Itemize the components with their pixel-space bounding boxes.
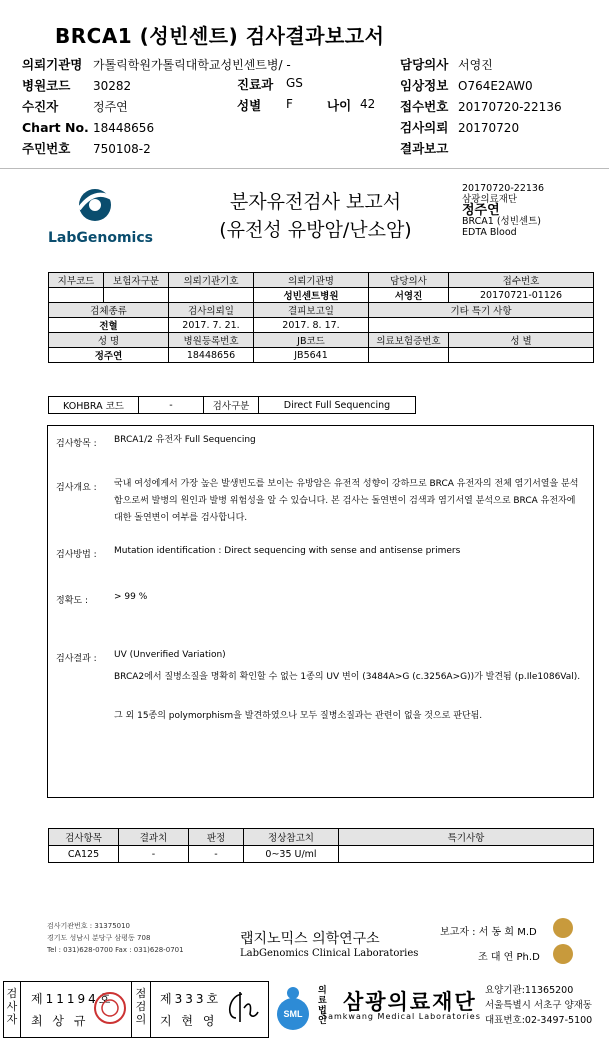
table-cell: JB코드 [254,333,369,348]
table-cell: CA125 [49,846,119,863]
report-heading-line2: (유전성 유방암/난소암) [219,219,412,241]
org-name-en: Samkwang Medical Laboratories [322,1012,481,1021]
sample-org: 삼광의료재단 [462,194,518,205]
table-cell: Direct Full Sequencing [259,397,416,414]
lab-phone: Tel : 031)628-0700 Fax : 031)628-0701 [47,946,184,954]
value-department: GS [286,76,303,90]
patient-info-table [48,272,594,363]
label-chart-no: Chart No. [22,120,89,135]
logo-text: LabGenomics [48,230,153,246]
table-cell: 20170721-01126 [449,288,594,303]
signature-icon [222,988,262,1026]
table-cell: 판정 [189,829,244,846]
org-prefix: 의료법인 [318,986,327,1026]
value-patient: 정주연 [93,100,128,114]
method-text: Mutation identification : Direct sequencing with sense and antisense primers [114,546,461,556]
value-doctor: 서영진 [458,58,493,72]
table-cell: 2017. 7. 21. [169,318,254,333]
value-institution: 가톨릭학원가톨릭대학교성빈센트병/ - [93,58,291,72]
value-chart-no: 18448656 [93,121,155,135]
table-cell: KOHBRA 코드 [49,397,139,414]
table-cell: 성 별 [449,333,594,348]
table-row [49,397,416,414]
table-cell: 검사의뢰일 [169,303,254,318]
table-cell: 결피보고일 [254,303,369,318]
lab-footer-info [47,920,184,956]
test-item-label: 검사항목 : [56,439,97,449]
value-hospital-code: 30282 [93,79,132,93]
table-cell: - [119,846,189,863]
lab-address: 경기도 성남시 분당구 삼평동 708 [47,934,151,942]
result-line2: BRCA2에서 질병소질을 명확히 확인할 수 없는 1종의 UV 변이 (3484A>G (c.3256A>G))가 발견됨 (p.Ile1086Val). [114,672,581,682]
method-label: 검사방법 : [56,550,97,560]
sample-label [462,183,544,238]
inspector-number: 제11194호 [31,992,114,1006]
checker-label: 점검의 [135,987,147,1026]
table-cell [449,348,594,363]
seal-icon [553,944,573,968]
reporter-2: 조 대 연 Ph.D [478,952,540,963]
inspector-name: 최 상 규 [31,1014,89,1028]
lab-id: 검사기관번호 : 31375010 [47,922,131,930]
label-receipt-no: 접수번호 [400,99,449,114]
left-labels [22,54,89,159]
value-sex: F [286,97,293,111]
org-name: 삼광의료재단 [343,990,477,1014]
table-row [49,288,594,303]
table-row [49,348,594,363]
label-doctor: 담당의사 [400,57,449,72]
org-info [485,983,592,1028]
table-cell: 의뢰기관기호 [169,273,254,288]
table-row [49,846,594,863]
label-resident-no: 주민번호 [22,141,71,156]
table-cell: 2017. 8. 17. [254,318,369,333]
table-cell: 보험자구분 [104,273,169,288]
report-heading-line1: 분자유전검사 보고서 [229,191,402,213]
value-request-date: 20170720 [458,121,520,135]
label-age: 나이 [327,98,352,113]
report-heading [188,188,443,244]
sample-id: 20170720-22136 [462,183,545,194]
table-cell: 검사구분 [204,397,259,414]
table-cell [339,846,594,863]
accuracy-text: > 99 % [114,592,148,602]
table-row [49,303,594,318]
org-tel: 대표번호:02-3497-5100 [485,1015,593,1026]
table-cell: 정상참고치 [244,829,339,846]
table-cell: 전혈 [49,318,169,333]
value-clinical-info: O764E2AW0 [458,79,533,93]
summary-label: 검사개요 : [56,483,97,493]
table-row [49,318,594,333]
org-code: 요양기관:11365200 [485,985,574,996]
label-institution: 의뢰기관명 [22,57,83,72]
table-cell: 성 명 [49,333,169,348]
ca125-table [48,828,594,863]
reporter-1: 보고자 : 서 동 희 M.D [440,927,537,938]
table-cell: 기타 특기 사항 [369,303,594,318]
table-cell: 성빈센트병원 [254,288,369,303]
value-resident-no: 750108-2 [93,142,151,156]
label-patient: 수진자 [22,99,59,114]
table-cell: 접수번호 [449,273,594,288]
table-cell: 정주연 [49,348,169,363]
table-cell: 담당의사 [369,273,449,288]
label-request-date: 검사의뢰 [400,120,449,135]
table-cell: 0~35 U/ml [244,846,339,863]
table-cell [369,348,449,363]
label-sex: 성별 [237,98,262,113]
table-cell: 의료보험증번호 [369,333,449,348]
org-address: 서울특별시 서초구 양재동 [485,1000,592,1011]
accuracy-label: 정확도 : [56,596,88,606]
result-line1: UV (Unverified Variation) [114,650,226,660]
label-result-report: 결과보고 [400,141,449,156]
sample-name: 정주연 [462,203,500,218]
table-cell: - [189,846,244,863]
stamp-icon [92,990,128,1026]
value-age: 42 [360,97,376,111]
sample-type: EDTA Blood [462,227,517,238]
kohbra-table [48,396,416,414]
table-row [49,829,594,846]
right-labels [400,54,448,159]
lab-name-kr: 랩지노믹스 의학연구소 [240,931,380,947]
table-cell: 검체종류 [49,303,169,318]
report-title: BRCA1 (성빈센트) 검사결과보고서 [55,24,385,48]
table-cell: JB5641 [254,348,369,363]
label-hospital-code: 병원코드 [22,78,71,93]
test-item-text: BRCA1/2 유전자 Full Sequencing [114,435,256,445]
summary-text: 국내 여성에게서 가장 높은 발생빈도를 보이는 유방암은 유전적 성향이 강하므로 BRCA 유전자의 전체 염기서열을 분석함으로써 발병의 원인과 발병 위험성을 알 수 있습니다. 본 검사는 돌연변이 검색과 염기서열 분석으로 BRCA 유전자에 대한 돌연변이 여부를 검사합니다. [114,479,579,523]
table-row [49,333,594,348]
table-cell: - [139,397,204,414]
sml-logo-icon [272,984,314,1032]
result-body [47,425,594,798]
sample-test: BRCA1 (성빈센트) [462,216,541,227]
checker-number: 제333호 [160,992,222,1006]
label-department: 진료과 [237,77,274,92]
table-cell [104,288,169,303]
table-cell: 병원등록번호 [169,333,254,348]
result-line3: 그 외 15종의 polymorphism을 발견하였으나 모두 질병소질과는 관련이 없을 것으로 판단됨. [114,711,483,721]
table-cell: 결과치 [119,829,189,846]
seal-icon [553,918,573,942]
table-cell [169,288,254,303]
table-cell: 지부코드 [49,273,104,288]
sml-text: SML [283,1009,303,1019]
table-cell [49,288,104,303]
checker-name: 지 현 영 [160,1014,218,1028]
right-values [458,55,562,139]
table-cell: 18448656 [169,348,254,363]
table-row [49,273,594,288]
inspector-label: 검사자 [6,987,18,1026]
value-receipt-no: 20170720-22136 [458,100,562,114]
table-cell: 검사항목 [49,829,119,846]
label-clinical-info: 임상정보 [400,78,449,93]
table-cell: 의뢰기관명 [254,273,369,288]
table-cell: 특기사항 [339,829,594,846]
table-cell [369,318,594,333]
lab-name-en: LabGenomics Clinical Laboratories [240,948,419,959]
result-label: 검사결과 : [56,654,97,664]
table-cell: 서영진 [369,288,449,303]
